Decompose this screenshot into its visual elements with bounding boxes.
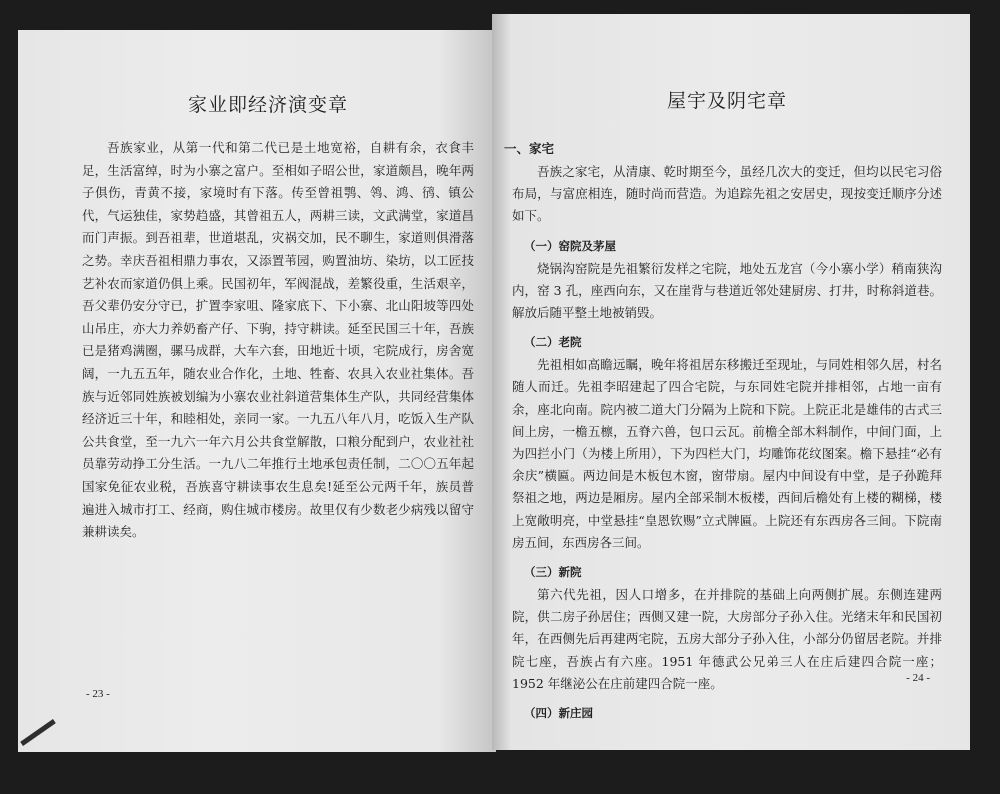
- subsection-paragraph: 先祖相如高瞻远瞩，晚年将祖居东移搬迁至现址，与同姓相邻久居，村名随人而迁。先祖李昭建起了四合宅院，与东同姓宅院并排相邻，占地一亩有余，座北向南。院内被二道大门分隔为上院和下院。上院正北是雄伟的古式三间上房，一檐五檩，五脊六兽，包口云瓦。前檐全部木料制作，中间门面，上为四拦小门（为楼上所用），下为四栏大门，均雕饰花纹图案。檐下悬挂“必有余庆”横匾。两边间是木板包木窗，窗带扇。屋内中间设有中堂，是子孙跪拜祭祖之地，两边是厢房。屋内全部采制木板楼，西间后檐处有上楼的糊梯，楼上宽敞明亮，中堂悬挂“皇恩钦赐”立式牌匾。上院还有东西房各三间。下院南房五间，东西房各三间。: [512, 357, 942, 550]
- page-number: - 23 -: [86, 688, 110, 700]
- subsection-heading: （二）老院: [524, 335, 582, 350]
- page-title: 屋宇及阴宅章: [666, 90, 787, 112]
- right-page: [492, 14, 970, 750]
- page-title: 家业即经济演变章: [187, 94, 348, 116]
- intro-paragraph: 吾族之家宅，从清康、乾时期至今，虽经几次大的变迁，但均以民宅习俗布局，与富庶相连，随时尚而营造。为追踪先祖之安居史，现按变迁顺序分述如下。: [512, 164, 942, 224]
- section-heading: 一、家宅: [504, 141, 555, 156]
- left-page: [18, 30, 496, 752]
- subsection-heading: （一）窑院及茅屋: [524, 238, 616, 253]
- body-paragraph: 吾族家业，从第一代和第二代已是土地宽裕，自耕有余，衣食丰足，生活富绰，时为小寨之富户。至相如子昭公世，家道颇昌，晚年两子俱伤，青黄不接，家境时有下落。传至曾祖鹗、鸰、鸿、鸻、镇公代，气运独佳，家势趋盛，其曾祖五人，两耕三读，文武满堂，家道昌而门声振。到吾祖辈，世道堪乱，灾祸交加，民不聊生，家道则俱滑落之势。幸庆吾祖相鼎力事农，又添置苇园，购置油坊、染坊，以工匠技艺补农而家道仍俱上乘。民国初年，军阀混战，差繁役重，生活艰辛，吾父辈仍安分守已，扩置李家咀、隆家底下、下小寨、北山阳坡等四处山吊庄，亦大力养奶畜产仔、下驹，持守耕读。延至民国三十年，吾族已是猪鸡满圈，骡马成群，大车六套，田地近十顷，宅院成行，房舍宽阔，一九五五年，随农业合作化，土地、牲畜、农具入农业社集体。吾族与近邻同姓族被划编为小寨农业社斜道营集体生产队，共同经营集体经济近三十年，和睦相处，亲同一家。一九五八年八月，吃饭入生产队公共食堂，至一九六一年六月公共食堂解散，口粮分配到户，农业社社员靠劳动挣工分生活。一九八二年推行土地承包责任制，二〇〇五年起国家免征农业税，吾族喜守耕读事农生息矣!延至公元两千年，族员普遍进入城市打工、经商，购住城市楼房。故里仅有少数老少病残以留守兼耕读矣。: [82, 140, 474, 540]
- subsection-paragraph: 第六代先祖，因人口增多，在并排院的基础上向两侧扩展。东侧连建两院，供二房子孙居住；西侧又建一院，大房部分子孙入住。光绪末年和民国初年，在西侧先后再建两宅院，五房大部分子孙入住，小部分仍留居老院。并排院七座，吾族占有六座。1951 年德武公兄弟三人在庄后建四合院一座；1952 年继泌公在庄前建四合院一座。: [512, 587, 942, 691]
- subsection-heading: （四）新庄园: [524, 706, 593, 721]
- subsection-paragraph: 烧锅沟窑院是先祖繁衍发样之宅院，地处五龙宫（今小寨小学）稍南狭沟内，窑 3 孔，座西向东，又在崖背与巷道近邻处建厨房、打井，时称斜道巷。解放后随平整土地被销毁。: [512, 260, 942, 321]
- page-number: - 24 -: [906, 672, 930, 684]
- subsection-heading: （三）新院: [524, 565, 582, 580]
